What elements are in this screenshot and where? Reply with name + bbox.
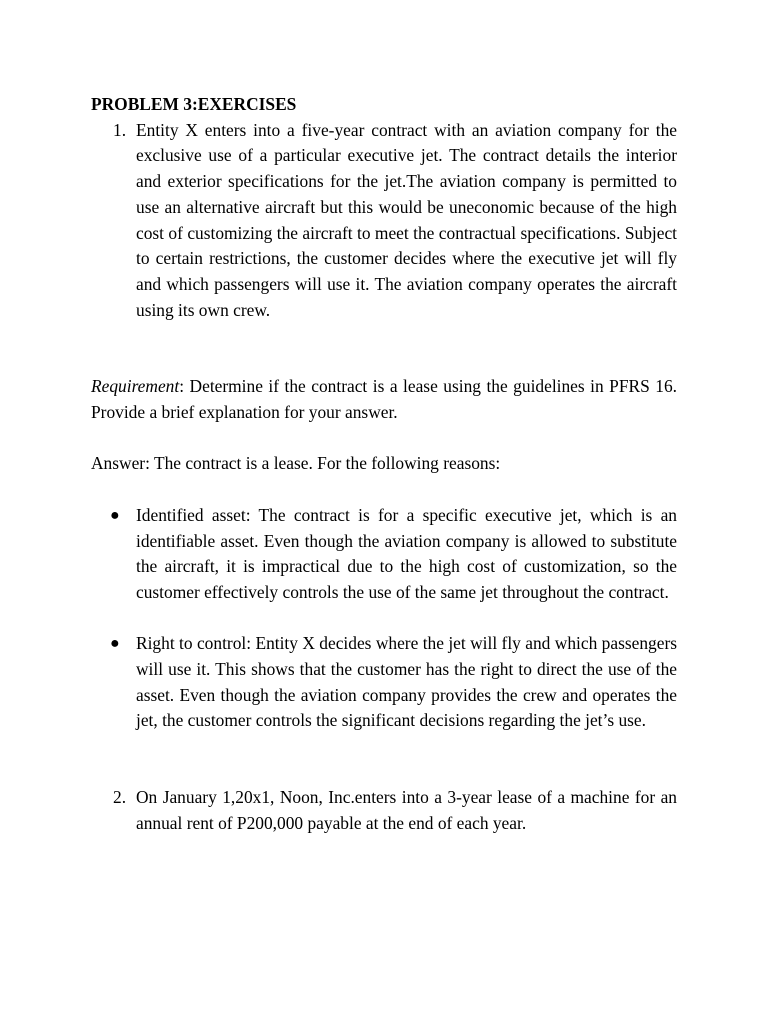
exercise-2-number: 2. — [113, 787, 127, 808]
bullet-text-right-to-control: Right to control: Entity X decides where the jet will fly and which passengers will use it. This shows that the customer has the right to direct the use of the asset. Even though the aviation company provides the crew and operates the jet, the customer controls the significant decisions regarding the jet’s use. — [136, 633, 677, 731]
bullet-icon: ● — [110, 635, 120, 653]
bullet-icon: ● — [110, 506, 120, 524]
bullet-text-identified-asset: Identified asset: The contract is for a specific executive jet, which is an identifiable asset. Even though the aviation company is allowed to substitute the aircraft, it is impractical due to the high cost of customization, so the customer effectively controls the use of the same jet throughout the contract. — [136, 504, 677, 602]
bullet-item — [91, 631, 677, 734]
exercise-2-text: On January 1,20x1, Noon, Inc.enters into a 3-year lease of a machine for an annual rent of P200,000 payable at the end of each year. — [136, 787, 677, 833]
exercise-2 — [91, 785, 677, 836]
requirement-text: : Determine if the contract is a lease using the guidelines in PFRS 16. Provide a brief explanation for your answer. — [91, 376, 677, 423]
exercise-1 — [91, 118, 677, 324]
requirement-label: Requirement — [91, 376, 180, 397]
exercise-1-text: Entity X enters into a five-year contract with an aviation company for the exclusive use of a particular executive jet. The contract details the interior and exterior specifications for the jet.The aviation company is permitted to use an alternative aircraft but this would be uneconomic because of the high cost of customizing the aircraft to meet the contractual specifications. Subject to certain restrictions, the customer decides where the executive jet will fly and which passengers will use it. The aviation company operates the aircraft using its own crew. — [136, 119, 677, 320]
answer-line: Answer: The contract is a lease. For the following reasons: — [91, 453, 501, 474]
bullet-item — [91, 503, 677, 606]
document-page — [91, 92, 677, 837]
exercise-1-number: 1. — [113, 119, 127, 140]
requirement-paragraph — [91, 374, 677, 425]
problem-heading: PROBLEM 3:EXERCISES — [91, 94, 297, 114]
